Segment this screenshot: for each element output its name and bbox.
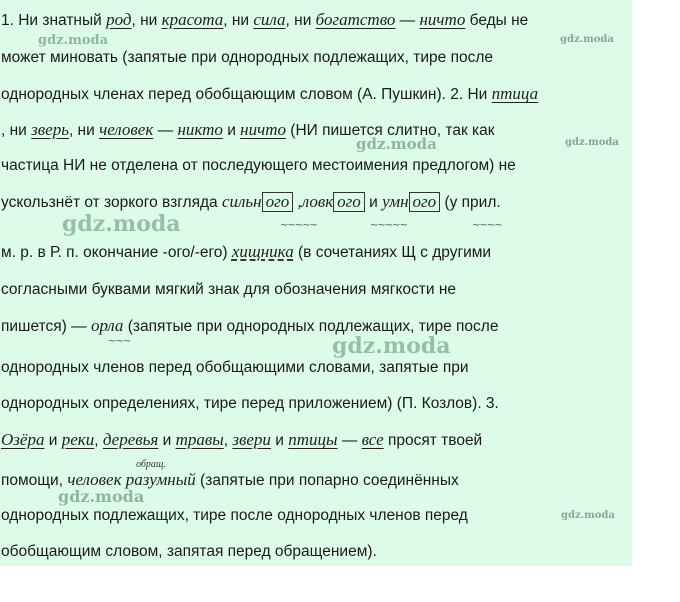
subject-word: красота <box>161 10 224 29</box>
subject-word: богатство <box>315 10 396 29</box>
line-1 <box>1 10 528 31</box>
ending-box: ого <box>333 192 365 212</box>
text: (запятые при попарно соединённых <box>195 472 459 489</box>
text: и <box>158 432 176 449</box>
subject-word: человек <box>99 120 154 139</box>
text: — <box>153 122 178 139</box>
wavy-underline: ~~~~ <box>472 220 502 231</box>
text: и <box>364 194 383 211</box>
text: (НИ пишется слитно, так как <box>286 122 495 139</box>
subject-word: ничто <box>419 10 466 29</box>
text: частица НИ не отделена от последующего местоимения предлогом) не <box>1 157 516 174</box>
subject-word: реки <box>61 430 95 449</box>
text: , ни <box>68 122 100 139</box>
object-word: хищника <box>231 242 294 261</box>
wavy-underline: ~~~~~ <box>280 220 317 231</box>
text: согласными буквами мягкий знак для обозначения мягкости не <box>1 281 457 298</box>
watermark: gdz.moda <box>38 33 109 48</box>
line-14 <box>1 506 468 526</box>
line-11 <box>1 394 499 414</box>
line-7 <box>1 242 491 263</box>
adjective-stem: ловк <box>301 192 334 211</box>
line-8 <box>1 280 456 300</box>
subject-word: деревья <box>102 430 159 449</box>
watermark: gdz.moda <box>560 34 614 45</box>
line-6 <box>1 192 501 213</box>
line-10 <box>1 358 469 378</box>
text: (у прил. <box>440 194 501 211</box>
text: однородных подлежащих, тире после однородных членов перед <box>1 507 468 524</box>
text: однородных определениях, тире перед приложением) (П. Козлов). 3. <box>1 395 499 412</box>
address-note: обращ. <box>136 459 166 470</box>
wavy-underline: ~~~ <box>108 336 131 347</box>
watermark: gdz.moda <box>565 137 619 148</box>
subject-word: звери <box>232 430 271 449</box>
watermark: gdz.moda <box>332 333 451 359</box>
line-5 <box>1 156 516 176</box>
text: , ни <box>223 12 254 29</box>
apposition-word: орла <box>90 316 124 335</box>
text: — <box>337 432 362 449</box>
text: помощи, <box>1 472 68 489</box>
text: , ни <box>285 12 316 29</box>
ending-box: ого <box>409 192 441 212</box>
text: однородных членов перед обобщающими словами, запятые при <box>1 359 469 376</box>
ending-box: ого <box>262 192 294 212</box>
subject-word: сила <box>253 10 286 29</box>
adjective-stem: сильн <box>221 192 262 211</box>
text: и <box>44 432 62 449</box>
text: 1. Ни знатный <box>1 12 107 29</box>
subject-word: птицы <box>288 430 338 449</box>
line-15 <box>1 542 377 562</box>
watermark: gdz.moda <box>561 510 615 521</box>
text: ускользнёт от зоркого взгляда <box>1 194 222 211</box>
text: м. р. в Р. п. окончание -ого/-его) <box>1 244 232 261</box>
text: обобщающим словом, запятая перед обращением). <box>1 543 377 560</box>
text: может миновать (запятые при однородных подлежащих, тире после <box>1 49 494 66</box>
text: однородных членах перед обобщающим словом (А. Пушкин). 2. Ни <box>1 86 492 103</box>
text: , ни <box>1 122 32 139</box>
subject-word: ничто <box>240 120 286 139</box>
text: , <box>293 192 302 211</box>
text: беды не <box>465 12 529 29</box>
line-12 <box>1 430 482 451</box>
text: (в сочетаниях Щ с другими <box>293 244 492 261</box>
adjective-stem: умн <box>382 192 409 211</box>
subject-word: Озёра <box>1 430 45 449</box>
text: (запятые при однородных подлежащих, тире после <box>123 318 499 335</box>
watermark: gdz.moda <box>62 211 181 237</box>
address-word: человек разумный <box>67 470 196 489</box>
text: и <box>270 432 289 449</box>
wavy-underline: ~~~~~ <box>370 220 407 231</box>
line-2 <box>1 48 493 68</box>
subject-word: все <box>361 430 384 449</box>
text: пишется) — <box>1 318 91 335</box>
text: и <box>222 122 241 139</box>
subject-word: птица <box>491 84 539 103</box>
subject-word: никто <box>177 120 223 139</box>
line-3 <box>1 84 538 105</box>
text: — <box>395 12 420 29</box>
subject-word: зверь <box>31 120 69 139</box>
watermark: gdz.moda <box>58 487 145 506</box>
watermark: gdz.moda <box>356 135 437 153</box>
text: , <box>94 432 103 449</box>
text: , ни <box>131 12 162 29</box>
subject-word: травы <box>175 430 224 449</box>
text: , <box>223 432 233 449</box>
text: просят твоей <box>383 432 483 449</box>
subject-word: род <box>106 10 132 29</box>
